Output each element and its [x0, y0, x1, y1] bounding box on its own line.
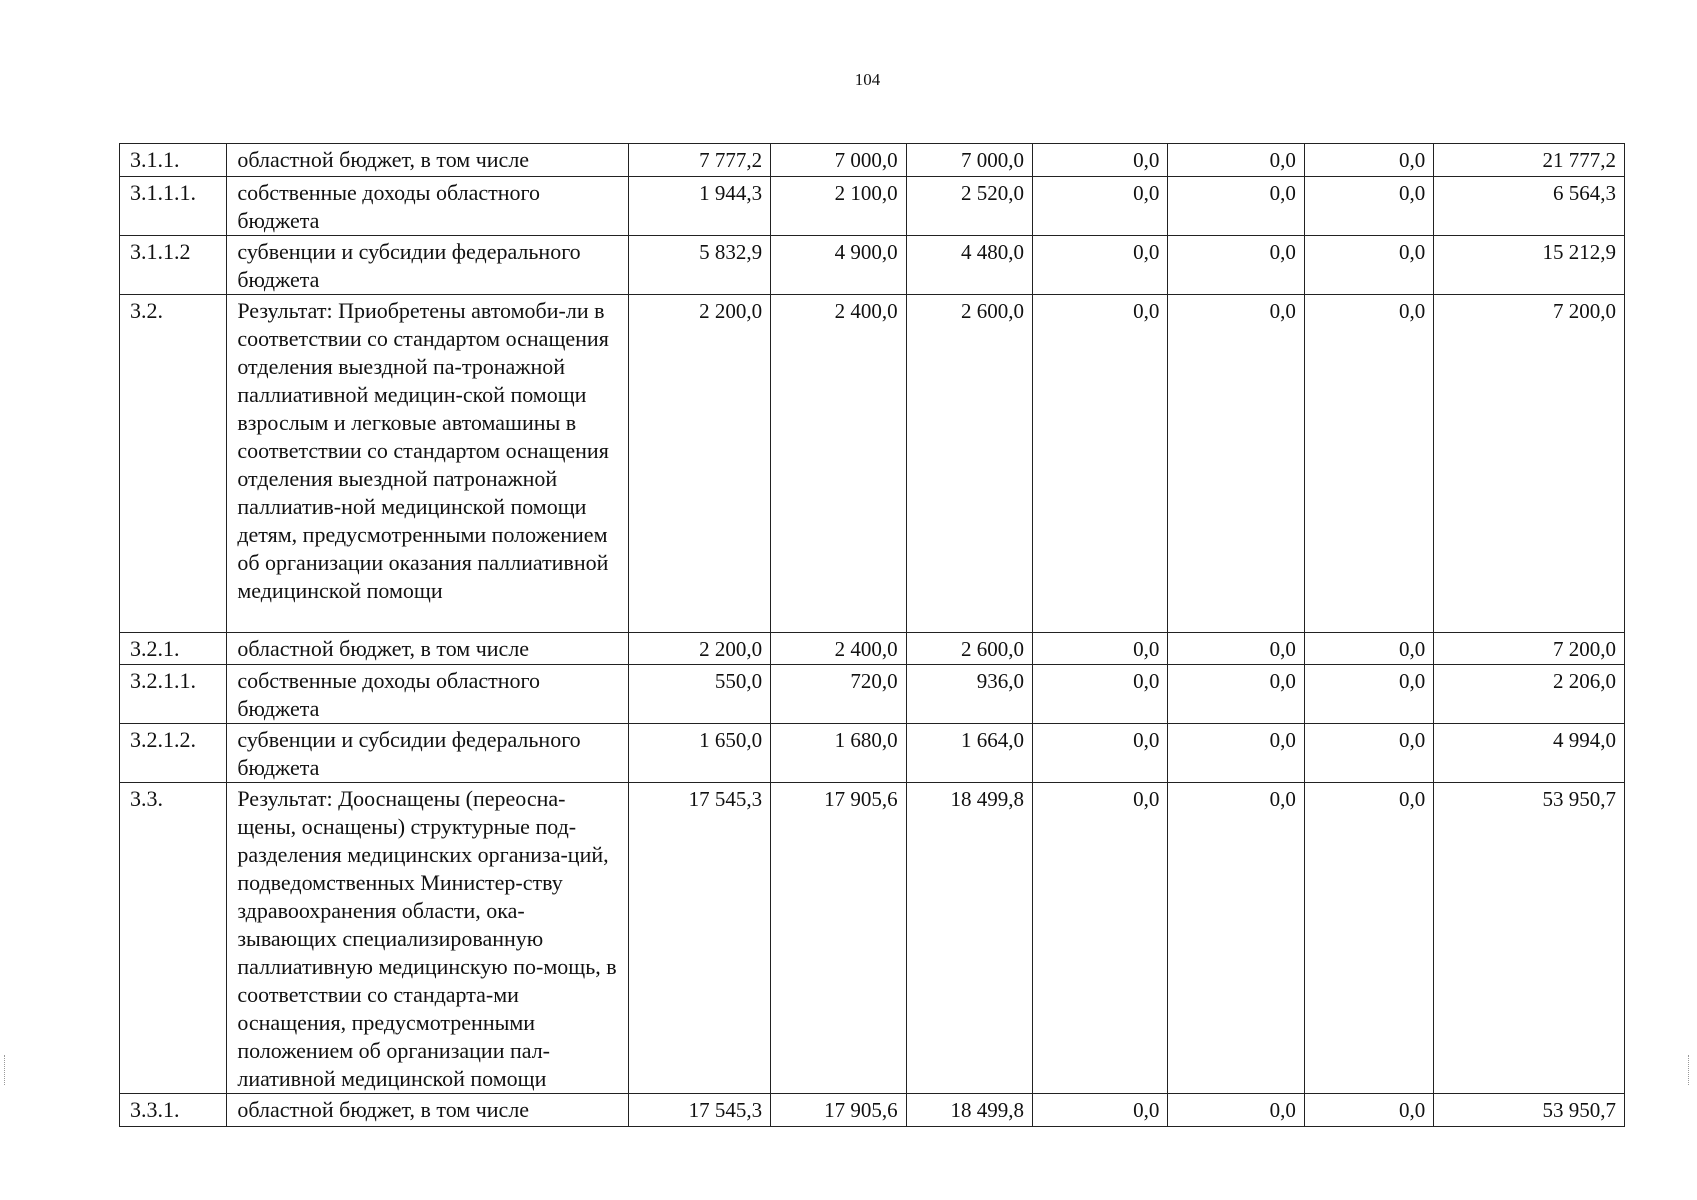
row-value: 1 680,0	[771, 724, 906, 783]
row-value: 7 777,2	[628, 144, 770, 177]
row-code: 3.3.	[120, 783, 227, 1094]
table-row	[120, 633, 1625, 665]
row-value: 7 000,0	[906, 144, 1032, 177]
row-value: 0,0	[1168, 724, 1304, 783]
row-value: 7 000,0	[771, 144, 906, 177]
row-value: 15 212,9	[1434, 236, 1625, 295]
row-value: 2 600,0	[906, 633, 1032, 665]
budget-table	[119, 143, 1625, 1127]
row-code: 3.1.1.1.	[120, 177, 227, 236]
row-value: 7 200,0	[1434, 633, 1625, 665]
row-description: субвенции и субсидии федерального бюджета	[227, 724, 628, 783]
row-value: 0,0	[1168, 633, 1304, 665]
row-value: 0,0	[1032, 177, 1167, 236]
row-code: 3.2.1.	[120, 633, 227, 665]
row-value: 0,0	[1168, 177, 1304, 236]
row-value: 2 200,0	[628, 295, 770, 633]
table-row	[120, 783, 1625, 1094]
table-row	[120, 665, 1625, 724]
row-code: 3.1.1.2	[120, 236, 227, 295]
row-value: 0,0	[1304, 295, 1433, 633]
row-description: областной бюджет, в том числе	[227, 144, 628, 177]
row-value: 0,0	[1304, 724, 1433, 783]
row-value: 0,0	[1168, 295, 1304, 633]
row-value: 0,0	[1032, 665, 1167, 724]
row-value: 2 206,0	[1434, 665, 1625, 724]
row-code: 3.3.1.	[120, 1094, 227, 1127]
row-value: 2 520,0	[906, 177, 1032, 236]
margin-mark-left	[4, 1055, 11, 1085]
margin-mark-right	[1688, 1055, 1695, 1085]
row-code: 3.2.1.2.	[120, 724, 227, 783]
row-value: 18 499,8	[906, 1094, 1032, 1127]
row-value: 2 400,0	[771, 633, 906, 665]
row-code: 3.2.	[120, 295, 227, 633]
row-value: 18 499,8	[906, 783, 1032, 1094]
row-value: 4 994,0	[1434, 724, 1625, 783]
row-value: 720,0	[771, 665, 906, 724]
row-description: собственные доходы областного бюджета	[227, 665, 628, 724]
row-value: 0,0	[1304, 783, 1433, 1094]
row-value: 0,0	[1304, 177, 1433, 236]
row-value: 6 564,3	[1434, 177, 1625, 236]
row-description: областной бюджет, в том числе	[227, 1094, 628, 1127]
row-value: 0,0	[1032, 1094, 1167, 1127]
row-code: 3.2.1.1.	[120, 665, 227, 724]
table-body	[120, 144, 1625, 1127]
row-value: 0,0	[1032, 144, 1167, 177]
row-value: 550,0	[628, 665, 770, 724]
row-value: 2 400,0	[771, 295, 906, 633]
row-value: 0,0	[1168, 1094, 1304, 1127]
table-row	[120, 1094, 1625, 1127]
row-value: 1 944,3	[628, 177, 770, 236]
row-description: собственные доходы областного бюджета	[227, 177, 628, 236]
row-value: 0,0	[1168, 144, 1304, 177]
table-row	[120, 295, 1625, 633]
table-row	[120, 177, 1625, 236]
row-value: 0,0	[1032, 295, 1167, 633]
row-value: 4 900,0	[771, 236, 906, 295]
row-value: 2 600,0	[906, 295, 1032, 633]
row-value: 53 950,7	[1434, 783, 1625, 1094]
row-value: 936,0	[906, 665, 1032, 724]
row-value: 0,0	[1032, 724, 1167, 783]
row-value: 53 950,7	[1434, 1094, 1625, 1127]
row-value: 0,0	[1304, 1094, 1433, 1127]
table-row	[120, 236, 1625, 295]
row-value: 1 664,0	[906, 724, 1032, 783]
row-value: 0,0	[1032, 783, 1167, 1094]
row-value: 5 832,9	[628, 236, 770, 295]
row-value: 0,0	[1168, 783, 1304, 1094]
row-value: 0,0	[1032, 633, 1167, 665]
table-row	[120, 144, 1625, 177]
row-value: 0,0	[1168, 236, 1304, 295]
row-description: Результат: Дооснащены (переосна-щены, оснащены) структурные под-разделения медицинских организа-ций, подведомственных Министер-ству здравоохранения области, ока-зывающих специализированную паллиативную медицинскую по-мощь, в соответствии со стандарта-ми оснащения, предусмотренными положением об организации пал-лиативной медицинской помощи	[227, 783, 628, 1094]
row-value: 0,0	[1304, 236, 1433, 295]
row-value: 4 480,0	[906, 236, 1032, 295]
row-value: 7 200,0	[1434, 295, 1625, 633]
row-value: 2 100,0	[771, 177, 906, 236]
row-value: 17 905,6	[771, 1094, 906, 1127]
row-value: 21 777,2	[1434, 144, 1625, 177]
row-value: 0,0	[1304, 665, 1433, 724]
row-description: областной бюджет, в том числе	[227, 633, 628, 665]
row-description: Результат: Приобретены автомоби-ли в соответствии со стандартом оснащения отделения выездной па-тронажной паллиативной медицин-ской помощи взрослым и легковые автомашины в соответствии со стандартом оснащения отделения выездной патронажной паллиатив-ной медицинской помощи детям, предусмотренными положением об организации оказания паллиативной медицинской помощи	[227, 295, 628, 633]
page-number: 104	[854, 70, 881, 89]
row-value: 1 650,0	[628, 724, 770, 783]
row-value: 0,0	[1304, 144, 1433, 177]
row-value: 0,0	[1032, 236, 1167, 295]
row-code: 3.1.1.	[120, 144, 227, 177]
row-value: 17 905,6	[771, 783, 906, 1094]
row-description: субвенции и субсидии федерального бюджета	[227, 236, 628, 295]
row-value: 0,0	[1304, 633, 1433, 665]
row-value: 17 545,3	[628, 783, 770, 1094]
table-row	[120, 724, 1625, 783]
row-value: 0,0	[1168, 665, 1304, 724]
row-value: 17 545,3	[628, 1094, 770, 1127]
row-value: 2 200,0	[628, 633, 770, 665]
